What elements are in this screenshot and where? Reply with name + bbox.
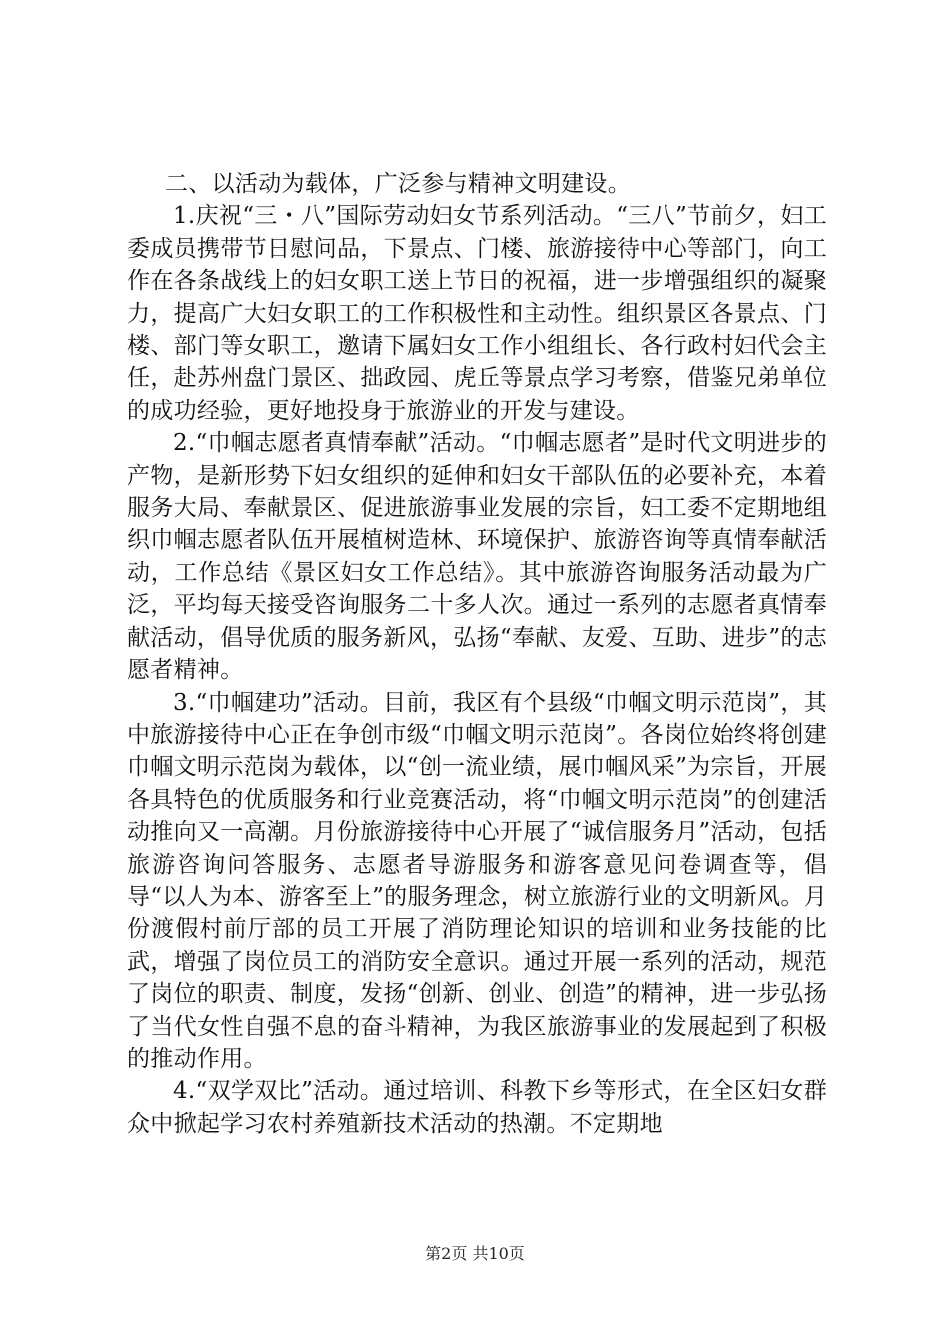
paragraph-double-learning: 4.“双学双比”活动。通过培训、科教下乡等形式，在全区妇女群众中掀起学习农村养殖新技术活动的热潮。不定期地 [127, 1078, 827, 1137]
paragraph-merit: 3.“巾帼建功”活动。目前，我区有个县级“巾帼文明示范岗”，其中旅游接待中心正在争创市级“巾帼文明示范岗”。各岗位始终将创建巾帼文明示范岗为载体，以“创一流业绩，展巾帼风采”为宗旨，开展各具特色的优质服务和行业竞赛活动，将“巾帼文明示范岗”的创建活动推向又一高潮。月份旅游接待中心开展了“诚信服务月”活动，包括旅游咨询问答服务、志愿者导游服务和游客意见问卷调查等，倡导“以人为本、游客至上”的服务理念，树立旅游行业的文明新风。月份渡假村前厅部的员工开展了消防理论知识的培训和业务技能的比武，增强了岗位员工的消防安全意识。通过开展一系列的活动，规范了岗位的职责、制度，发扬“创新、创业、创造”的精神，进一步弘扬了当代女性自强不息的奋斗精神，为我区旅游事业的发展起到了积极的推动作用。 [127, 689, 827, 1072]
page-number-footer: 第2页 共10页 [425, 1244, 525, 1263]
paragraph-volunteers: 2.“巾帼志愿者真情奉献”活动。“巾帼志愿者”是时代文明进步的产物，是新形势下妇女组织的延伸和妇女干部队伍的必要补充，本着服务大局、奉献景区、促进旅游事业发展的宗旨，妇工委不定期地组织巾帼志愿者队伍开展植树造林、环境保护、旅游咨询等真情奉献活动，工作总结《景区妇女工作总结》。其中旅游咨询服务活动最为广泛，平均每天接受咨询服务二十多人次。通过一系列的志愿者真情奉献活动，倡导优质的服务新风，弘扬“奉献、友爱、互助、进步”的志愿者精神。 [127, 430, 827, 684]
paragraph-womens-day: 1.庆祝“三・八”国际劳动妇女节系列活动。“三八”节前夕，妇工委成员携带节日慰问品，下景点、门楼、旅游接待中心等部门，向工作在各条战线上的妇女职工送上节日的祝福，进一步增强组织的凝聚力，提高广大妇女职工的工作积极性和主动性。组织景区各景点、门楼、部门等女职工，邀请下属妇女工作小组组长、各行政村妇代会主任，赴苏州盘门景区、拙政园、虎丘等景点学习考察，借鉴兄弟单位的成功经验，更好地投身于旅游业的开发与建设。 [127, 203, 827, 424]
section-heading: 二、以活动为载体，广泛参与精神文明建设。 [165, 171, 631, 197]
document-body [127, 168, 827, 1140]
